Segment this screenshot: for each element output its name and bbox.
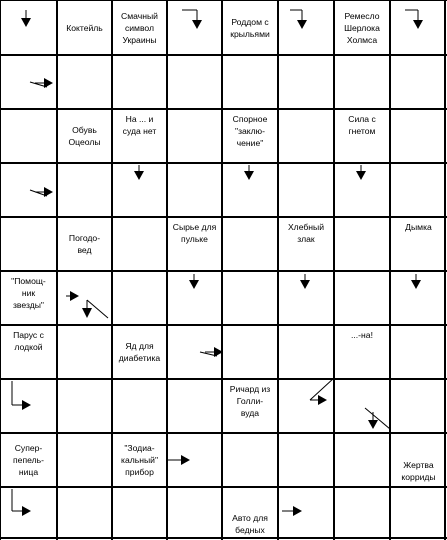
arrow-12 [411,274,421,289]
clue-dymka: Дымка [405,222,432,232]
clue-pogodoved: Погодо- вед [68,233,101,255]
clue-zhertva: Жертва корриды [401,460,436,482]
arrow-1 [21,10,31,27]
arrow-20 [12,489,31,516]
clue-na_i_suda: На ... и суда нет [122,114,157,136]
arrow-21 [282,506,302,516]
clue-kokteil: Коктейль [66,22,103,33]
arrow-7 [134,165,144,180]
clue-pomoshnik: "Помощ- ник звезды" [11,276,46,310]
arrow-9 [356,165,366,180]
arrow-13 [66,291,79,301]
clue-parus: Парус с лодкой [13,330,44,352]
arrow-14 [82,300,108,318]
arrow-17 [310,378,334,405]
arrow-2 [182,10,202,29]
arrow-4 [405,10,423,29]
arrow-19 [167,455,190,465]
arrow-16 [12,381,31,410]
clue-zodiak: "Зодиа- кальный" прибор [121,443,158,477]
arrow-11 [300,274,310,289]
clue-sila: Сила с гнетом [348,114,376,136]
arrow-18 [365,408,390,429]
clue-obuv: Обувь Оцеолы [68,125,101,147]
clue-roddom: Роддом с крыльями [230,16,270,39]
clue-avto: Авто для бедных [232,513,268,535]
clue-yad: Яд для диабетика [118,341,161,363]
clue-na: ...-на! [351,330,373,340]
clue-hlebny: Хлебный злак [287,222,325,244]
arrow-5 [30,78,53,88]
arrow-10 [189,274,199,289]
arrow-15 [200,347,223,357]
clue-richard: Ричард из Голли- вуда [229,384,271,418]
clue-spornoe: Спорное "заклю- чение" [232,114,268,148]
arrow-3 [290,10,307,29]
arrow-6 [30,187,53,197]
clue-smachny: Смачный символ Украины [121,10,158,45]
arrow-8 [244,165,254,180]
clue-super: Супер- пепель- ница [13,443,44,477]
clue-remeslo: Ремесло Шерлока Холмса [344,10,380,45]
clue-syrye: Сырье для пульке [172,222,217,244]
